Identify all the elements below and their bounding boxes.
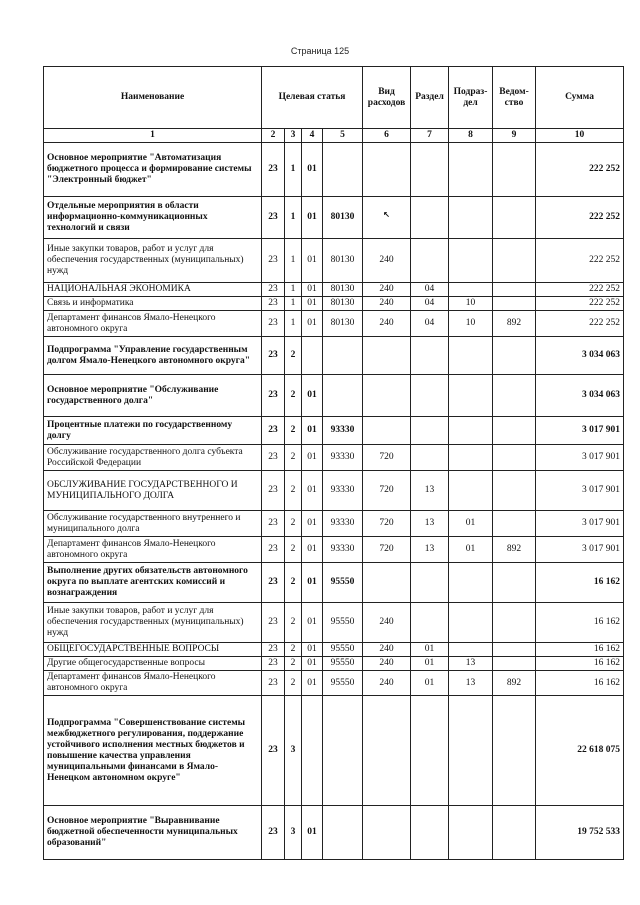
row-name: Основное мероприятие "Выравнивание бюджетной обеспеченности муниципальных образований" bbox=[44, 806, 262, 860]
department-code bbox=[493, 283, 536, 297]
table-row bbox=[44, 696, 624, 806]
subprogram-code: 2 bbox=[285, 511, 302, 537]
row-name: Основное мероприятие "Обслуживание государственного долга" bbox=[44, 375, 262, 417]
subsection-code bbox=[449, 197, 493, 239]
row-name: Другие общегосударственные вопросы bbox=[44, 657, 262, 671]
program-code: 23 bbox=[262, 197, 285, 239]
expense-type-code: 240 bbox=[363, 297, 411, 311]
row-name: Департамент финансов Ямало-Ненецкого автономного округа bbox=[44, 671, 262, 696]
amount-value: 19 752 533 bbox=[536, 806, 624, 860]
event-code: 01 bbox=[302, 283, 323, 297]
department-code bbox=[493, 603, 536, 643]
department-code: 892 bbox=[493, 311, 536, 337]
department-code bbox=[493, 563, 536, 603]
subprogram-code: 2 bbox=[285, 471, 302, 511]
amount-value: 3 034 063 bbox=[536, 375, 624, 417]
budget-table bbox=[43, 66, 624, 860]
table-row bbox=[44, 337, 624, 375]
expense-type-code: 240 bbox=[363, 657, 411, 671]
subsection-code bbox=[449, 143, 493, 197]
subsection-code bbox=[449, 696, 493, 806]
section-code: 01 bbox=[411, 643, 449, 657]
department-code bbox=[493, 657, 536, 671]
section-code bbox=[411, 417, 449, 445]
subprogram-code: 2 bbox=[285, 375, 302, 417]
expense-type-code bbox=[363, 197, 411, 239]
section-code: 04 bbox=[411, 283, 449, 297]
amount-value: 3 017 901 bbox=[536, 537, 624, 563]
event-code: 01 bbox=[302, 563, 323, 603]
expense-type-code: 240 bbox=[363, 671, 411, 696]
event-code: 01 bbox=[302, 445, 323, 471]
subsection-code: 13 bbox=[449, 671, 493, 696]
direction-code bbox=[323, 375, 363, 417]
section-code: 13 bbox=[411, 537, 449, 563]
direction-code: 93330 bbox=[323, 445, 363, 471]
program-code: 23 bbox=[262, 537, 285, 563]
section-code: 13 bbox=[411, 471, 449, 511]
direction-code: 80130 bbox=[323, 239, 363, 283]
row-name: Департамент финансов Ямало-Ненецкого автономного округа bbox=[44, 537, 262, 563]
amount-value: 22 618 075 bbox=[536, 696, 624, 806]
column-number: 1 bbox=[44, 129, 262, 143]
event-code: 01 bbox=[302, 143, 323, 197]
expense-type-code bbox=[363, 417, 411, 445]
subprogram-code: 2 bbox=[285, 671, 302, 696]
column-number-row bbox=[44, 129, 624, 143]
program-code: 23 bbox=[262, 471, 285, 511]
amount-value: 222 252 bbox=[536, 197, 624, 239]
section-code: 13 bbox=[411, 511, 449, 537]
subsection-code: 10 bbox=[449, 311, 493, 337]
table-row bbox=[44, 657, 624, 671]
program-code: 23 bbox=[262, 643, 285, 657]
table-row bbox=[44, 417, 624, 445]
expense-type-code bbox=[363, 806, 411, 860]
department-code bbox=[493, 297, 536, 311]
table-row bbox=[44, 445, 624, 471]
event-code: 01 bbox=[302, 657, 323, 671]
subsection-code bbox=[449, 417, 493, 445]
subprogram-code: 1 bbox=[285, 283, 302, 297]
direction-code: 93330 bbox=[323, 471, 363, 511]
table-row bbox=[44, 283, 624, 297]
column-number: 6 bbox=[363, 129, 411, 143]
column-number: 2 bbox=[262, 129, 285, 143]
subprogram-code: 1 bbox=[285, 239, 302, 283]
amount-value: 3 017 901 bbox=[536, 417, 624, 445]
expense-type-code bbox=[363, 337, 411, 375]
section-code bbox=[411, 197, 449, 239]
expense-type-code: 720 bbox=[363, 537, 411, 563]
event-code: 01 bbox=[302, 671, 323, 696]
section-code bbox=[411, 563, 449, 603]
direction-code: 95550 bbox=[323, 563, 363, 603]
expense-type-code: 720 bbox=[363, 511, 411, 537]
subprogram-code: 2 bbox=[285, 657, 302, 671]
subsection-code bbox=[449, 283, 493, 297]
event-code: 01 bbox=[302, 806, 323, 860]
department-code: 892 bbox=[493, 671, 536, 696]
table-row bbox=[44, 471, 624, 511]
row-name: ОБЩЕГОСУДАРСТВЕННЫЕ ВОПРОСЫ bbox=[44, 643, 262, 657]
expense-type-code: 240 bbox=[363, 283, 411, 297]
expense-type-code bbox=[363, 696, 411, 806]
department-code bbox=[493, 696, 536, 806]
amount-value: 16 162 bbox=[536, 671, 624, 696]
event-code: 01 bbox=[302, 537, 323, 563]
section-code bbox=[411, 696, 449, 806]
amount-value: 222 252 bbox=[536, 239, 624, 283]
direction-code: 80130 bbox=[323, 311, 363, 337]
table-row bbox=[44, 806, 624, 860]
amount-value: 3 017 901 bbox=[536, 471, 624, 511]
department-code bbox=[493, 471, 536, 511]
amount-value: 16 162 bbox=[536, 643, 624, 657]
amount-value: 3 017 901 bbox=[536, 445, 624, 471]
program-code: 23 bbox=[262, 806, 285, 860]
table-row bbox=[44, 511, 624, 537]
section-code: 04 bbox=[411, 297, 449, 311]
row-name: Подпрограмма "Совершенствование системы межбюджетного регулирования, поддержание устойчивого исполнения местных бюджетов и повышение качества управления муниципальными финансами в Ямало-Ненецком автономном округе" bbox=[44, 696, 262, 806]
amount-value: 16 162 bbox=[536, 603, 624, 643]
pen-mark: ↖ bbox=[383, 210, 390, 220]
header-name: Наименование bbox=[44, 67, 262, 129]
row-name: Иные закупки товаров, работ и услуг для обеспечения государственных (муниципальных) нужд bbox=[44, 239, 262, 283]
direction-code: 80130 bbox=[323, 197, 363, 239]
program-code: 23 bbox=[262, 143, 285, 197]
program-code: 23 bbox=[262, 563, 285, 603]
event-code bbox=[302, 337, 323, 375]
department-code bbox=[493, 239, 536, 283]
header-section: Раздел bbox=[411, 67, 449, 129]
column-number: 9 bbox=[493, 129, 536, 143]
program-code: 23 bbox=[262, 283, 285, 297]
program-code: 23 bbox=[262, 239, 285, 283]
section-code: 01 bbox=[411, 657, 449, 671]
department-code bbox=[493, 375, 536, 417]
column-number: 4 bbox=[302, 129, 323, 143]
table-row bbox=[44, 143, 624, 197]
program-code: 23 bbox=[262, 657, 285, 671]
subsection-code: 01 bbox=[449, 511, 493, 537]
subsection-code: 01 bbox=[449, 537, 493, 563]
expense-type-code: 240 bbox=[363, 239, 411, 283]
event-code: 01 bbox=[302, 197, 323, 239]
department-code bbox=[493, 337, 536, 375]
column-number: 7 bbox=[411, 129, 449, 143]
section-code: 04 bbox=[411, 311, 449, 337]
header-target-article: Целевая статья bbox=[262, 67, 363, 129]
direction-code bbox=[323, 806, 363, 860]
section-code bbox=[411, 603, 449, 643]
row-name: НАЦИОНАЛЬНАЯ ЭКОНОМИКА bbox=[44, 283, 262, 297]
subsection-code bbox=[449, 445, 493, 471]
table-row bbox=[44, 297, 624, 311]
row-name: Выполнение других обязательств автономного округа по выплате агентских комиссий и вознаграждения bbox=[44, 563, 262, 603]
subsection-code bbox=[449, 375, 493, 417]
program-code: 23 bbox=[262, 511, 285, 537]
subsection-code bbox=[449, 239, 493, 283]
subprogram-code: 1 bbox=[285, 143, 302, 197]
subsection-code bbox=[449, 471, 493, 511]
subsection-code bbox=[449, 603, 493, 643]
row-name: Обслуживание государственного внутреннего и муниципального долга bbox=[44, 511, 262, 537]
program-code: 23 bbox=[262, 417, 285, 445]
department-code bbox=[493, 445, 536, 471]
amount-value: 16 162 bbox=[536, 563, 624, 603]
row-name: Обслуживание государственного долга субъекта Российской Федерации bbox=[44, 445, 262, 471]
table-row bbox=[44, 671, 624, 696]
expense-type-code: 240 bbox=[363, 603, 411, 643]
section-code bbox=[411, 806, 449, 860]
row-name: Связь и информатика bbox=[44, 297, 262, 311]
direction-code bbox=[323, 696, 363, 806]
expense-type-code: 240 bbox=[363, 311, 411, 337]
table-row bbox=[44, 537, 624, 563]
subprogram-code: 2 bbox=[285, 563, 302, 603]
expense-type-code: 720 bbox=[363, 471, 411, 511]
page-label: Страница 125 bbox=[290, 46, 350, 56]
department-code bbox=[493, 511, 536, 537]
expense-type-code: 240 bbox=[363, 643, 411, 657]
row-name: Процентные платежи по государственному долгу bbox=[44, 417, 262, 445]
table-row bbox=[44, 197, 624, 239]
department-code: 892 bbox=[493, 537, 536, 563]
department-code bbox=[493, 806, 536, 860]
direction-code: 95550 bbox=[323, 657, 363, 671]
table-row bbox=[44, 375, 624, 417]
direction-code: 95550 bbox=[323, 671, 363, 696]
department-code bbox=[493, 143, 536, 197]
subprogram-code: 1 bbox=[285, 197, 302, 239]
expense-type-code bbox=[363, 563, 411, 603]
direction-code: 93330 bbox=[323, 511, 363, 537]
table-body bbox=[44, 143, 624, 860]
row-name: Департамент финансов Ямало-Ненецкого автономного округа bbox=[44, 311, 262, 337]
direction-code: 80130 bbox=[323, 297, 363, 311]
header-subsection: Подраз-дел bbox=[449, 67, 493, 129]
amount-value: 16 162 bbox=[536, 657, 624, 671]
section-code bbox=[411, 337, 449, 375]
department-code bbox=[493, 643, 536, 657]
section-code bbox=[411, 445, 449, 471]
column-number: 10 bbox=[536, 129, 624, 143]
direction-code: 93330 bbox=[323, 417, 363, 445]
column-number: 3 bbox=[285, 129, 302, 143]
subsection-code bbox=[449, 563, 493, 603]
program-code: 23 bbox=[262, 671, 285, 696]
event-code: 01 bbox=[302, 417, 323, 445]
event-code: 01 bbox=[302, 603, 323, 643]
table-row bbox=[44, 643, 624, 657]
row-name: Основное мероприятие "Автоматизация бюджетного процесса и формирование системы "Электронный бюджет" bbox=[44, 143, 262, 197]
program-code: 23 bbox=[262, 311, 285, 337]
direction-code: 80130 bbox=[323, 283, 363, 297]
direction-code bbox=[323, 143, 363, 197]
subprogram-code: 2 bbox=[285, 445, 302, 471]
subprogram-code: 1 bbox=[285, 311, 302, 337]
amount-value: 3 034 063 bbox=[536, 337, 624, 375]
amount-value: 222 252 bbox=[536, 297, 624, 311]
department-code bbox=[493, 417, 536, 445]
program-code: 23 bbox=[262, 696, 285, 806]
section-code: 01 bbox=[411, 671, 449, 696]
direction-code: 93330 bbox=[323, 537, 363, 563]
program-code: 23 bbox=[262, 375, 285, 417]
table-row bbox=[44, 311, 624, 337]
table-row bbox=[44, 603, 624, 643]
header-department: Ведом-ство bbox=[493, 67, 536, 129]
event-code: 01 bbox=[302, 239, 323, 283]
column-number: 8 bbox=[449, 129, 493, 143]
subprogram-code: 1 bbox=[285, 297, 302, 311]
subprogram-code: 2 bbox=[285, 643, 302, 657]
event-code: 01 bbox=[302, 643, 323, 657]
program-code: 23 bbox=[262, 445, 285, 471]
subprogram-code: 3 bbox=[285, 696, 302, 806]
row-name: Подпрограмма "Управление государственным долгом Ямало-Ненецкого автономного округа" bbox=[44, 337, 262, 375]
subsection-code: 13 bbox=[449, 657, 493, 671]
expense-type-code: 720 bbox=[363, 445, 411, 471]
subsection-code bbox=[449, 337, 493, 375]
expense-type-code bbox=[363, 143, 411, 197]
section-code bbox=[411, 239, 449, 283]
event-code bbox=[302, 696, 323, 806]
subsection-code bbox=[449, 806, 493, 860]
subprogram-code: 2 bbox=[285, 337, 302, 375]
row-name: ОБСЛУЖИВАНИЕ ГОСУДАРСТВЕННОГО И МУНИЦИПАЛЬНОГО ДОЛГА bbox=[44, 471, 262, 511]
subprogram-code: 2 bbox=[285, 537, 302, 563]
subprogram-code: 2 bbox=[285, 417, 302, 445]
header-amount: Сумма bbox=[536, 67, 624, 129]
event-code: 01 bbox=[302, 511, 323, 537]
department-code bbox=[493, 197, 536, 239]
section-code bbox=[411, 143, 449, 197]
direction-code: 95550 bbox=[323, 643, 363, 657]
amount-value: 3 017 901 bbox=[536, 511, 624, 537]
direction-code: 95550 bbox=[323, 603, 363, 643]
table-row bbox=[44, 239, 624, 283]
amount-value: 222 252 bbox=[536, 311, 624, 337]
row-name: Иные закупки товаров, работ и услуг для обеспечения государственных (муниципальных) нужд bbox=[44, 603, 262, 643]
subprogram-code: 3 bbox=[285, 806, 302, 860]
subsection-code: 10 bbox=[449, 297, 493, 311]
event-code: 01 bbox=[302, 375, 323, 417]
header-expense-type: Вид расходов bbox=[363, 67, 411, 129]
amount-value: 222 252 bbox=[536, 143, 624, 197]
header-row bbox=[44, 67, 624, 129]
program-code: 23 bbox=[262, 337, 285, 375]
subsection-code bbox=[449, 643, 493, 657]
expense-type-code bbox=[363, 375, 411, 417]
column-number: 5 bbox=[323, 129, 363, 143]
row-name: Отдельные мероприятия в области информационно-коммуникационных технологий и связи bbox=[44, 197, 262, 239]
table-row bbox=[44, 563, 624, 603]
program-code: 23 bbox=[262, 603, 285, 643]
section-code bbox=[411, 375, 449, 417]
program-code: 23 bbox=[262, 297, 285, 311]
event-code: 01 bbox=[302, 297, 323, 311]
event-code: 01 bbox=[302, 471, 323, 511]
direction-code bbox=[323, 337, 363, 375]
event-code: 01 bbox=[302, 311, 323, 337]
amount-value: 222 252 bbox=[536, 283, 624, 297]
subprogram-code: 2 bbox=[285, 603, 302, 643]
